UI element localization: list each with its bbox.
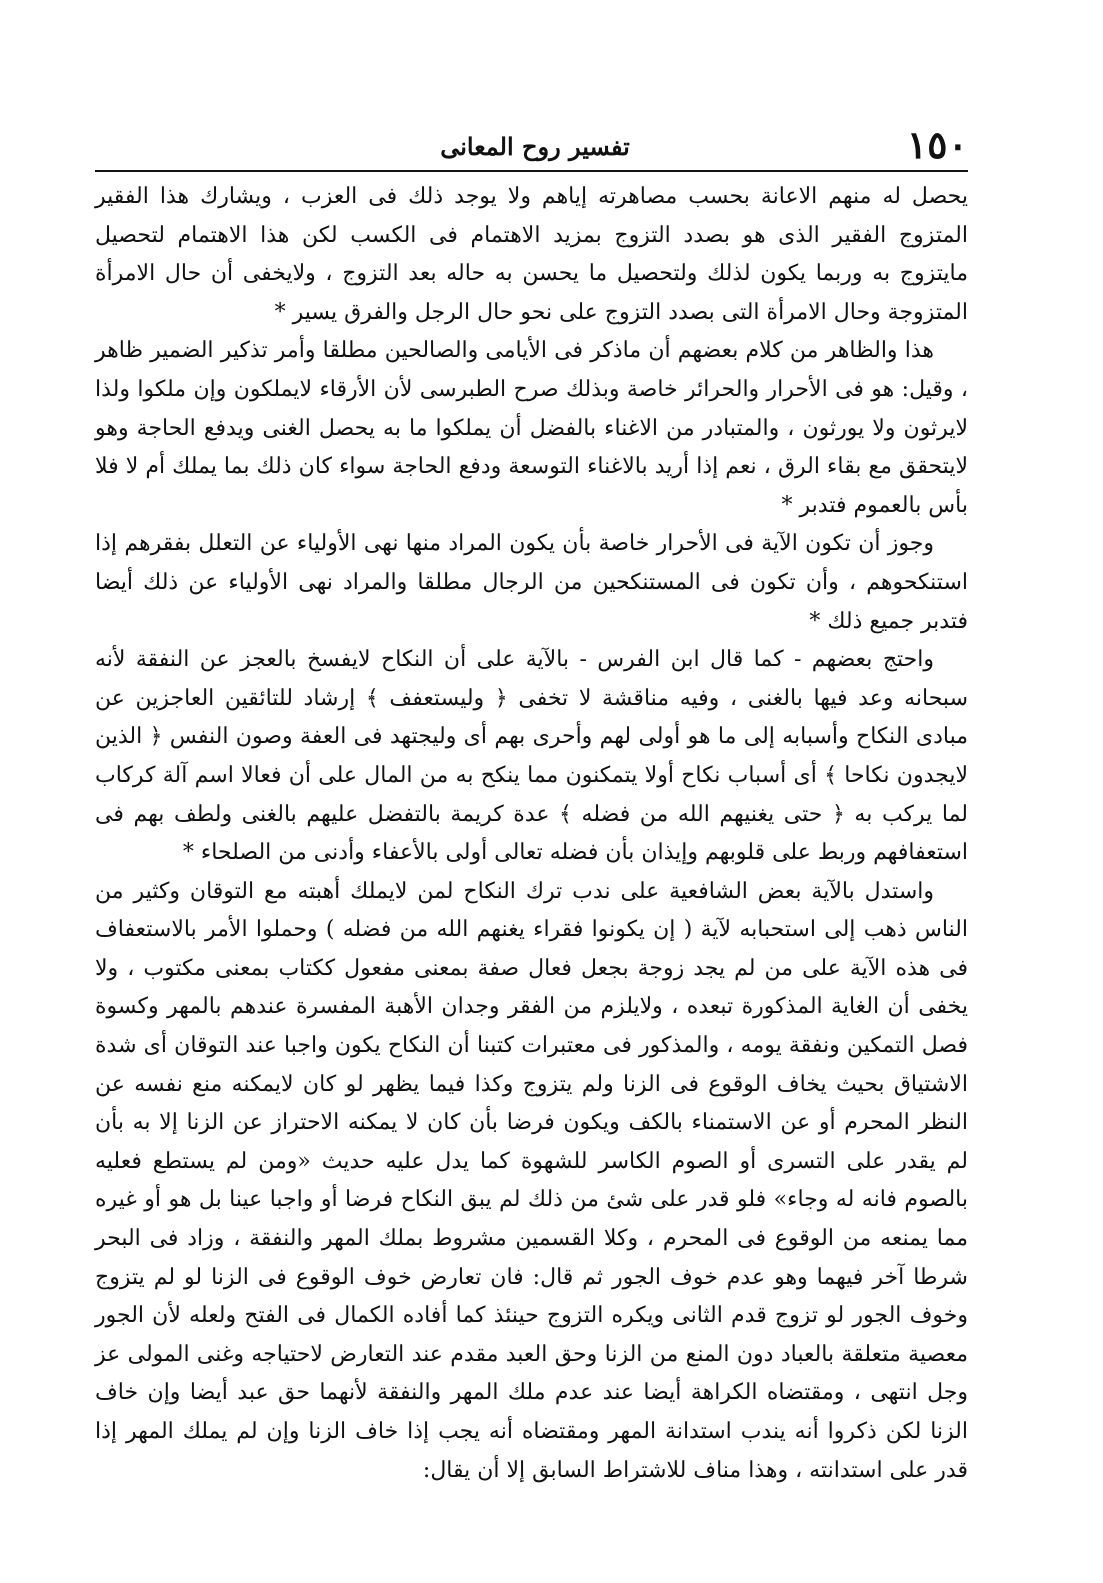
page-header (95, 120, 968, 172)
paragraph: هذا والظاهر من كلام بعضهم أن ماذكر فى الأيامى والصالحين مطلقا وأمر تذكير الضمير ظاهر ، وقيل: هو فى الأحرار والحرائر خاصة وبذلك صرح الطبرسى لأن الأرقاء لايملكون وإن ملكوا ولذا لايرثون ولا يورثون ، والمتبادر من الاغناء بالفضل أن يملكوا ما به يحصل الغنى ويدفع الحاجة وهو لايتحقق مع بقاء الرق ، نعم إذا أريد بالاغناء التوسعة ودفع الحاجة سواء كان ذلك بما يملك أم لا فلا بأس بالعموم فتدبر * (95, 338, 968, 518)
page-number: ١٥٠ (906, 122, 968, 167)
header-rule (95, 170, 968, 172)
paragraph: وجوز أن تكون الآية فى الأحرار خاصة بأن يكون المراد منها نهى الأولياء عن التعلل بفقرهم إذا استنكحوهم ، وأن تكون فى المستنكحين من الرجال مطلقا والمراد نهى الأولياء عن ذلك أيضا فتدبر جميع ذلك * (95, 531, 968, 634)
paragraph: واحتج بعضهم - كما قال ابن الفرس - بالآية على أن النكاح لايفسخ بالعجز عن النفقة لأنه سبحانه وعد فيها بالغنى ، وفيه مناقشة لا تخفى ﴿ وليستعفف ﴾ إرشاد للتائقين العاجزين عن مبادى النكاح وأسبابه إلى ما هو أولى لهم وأحرى بهم أى وليجتهد فى العفة وصون النفس ﴿ الذين لايجدون نكاحا ﴾ أى أسباب نكاح أولا يتمكنون مما ينكح به من المال على أن فعالا اسم آلة كركاب لما يركب به ﴿ حتى يغنيهم الله من فضله ﴾ عدة كريمة بالتفضل عليهم بالغنى ولطف بهم فى استعفافهم وربط على قلوبهم وإيذان بأن فضله تعالى أولى بالأعفاء وأدنى من الصلحاء * (95, 647, 968, 866)
running-title: تفسير روح المعانى (440, 132, 630, 161)
paragraph: يحصل له منهم الاعانة بحسب مصاهرته إياهم ولا يوجد ذلك فى العزب ، ويشارك هذا الفقير المتزوج الفقير الذى هو بصدد التزوج بمزيد الاهتمام فى الكسب لكن هذا الاهتمام لتحصيل مايتزوج به وربما يكون لذلك ولتحصيل ما يحسن به حاله بعد التزوج ، ولايخفى أن حال الامرأة المتزوجة وحال الامرأة التى بصدد التزوج على نحو حال الرجل والفرق يسير * (95, 184, 968, 325)
body-text (95, 178, 968, 1490)
paragraph: واستدل بالآية بعض الشافعية على ندب ترك النكاح لمن لايملك أهبته مع التوقان وكثير من الناس ذهب إلى استحبابه لآية ( إن يكونوا فقراء يغنهم الله من فضله ) وحملوا الأمر بالاستعفاف فى هذه الآية على من لم يجد زوجة بجعل فعال صفة بمعنى مفعول ككتاب بمعنى مكتوب ، ولا يخفى أن الغاية المذكورة تبعده ، ولايلزم من الفقر وجدان الأهبة المفسرة عندهم بالمهر وكسوة فصل التمكين ونفقة يومه ، والمذكور فى معتبرات كتبنا أن النكاح يكون واجبا عند التوقان أى شدة الاشتياق بحيث يخاف الوقوع فى الزنا ولم يتزوج وكذا فيما يظهر لو كان لايمكنه منع نفسه عن النظر المحرم أو عن الاستمناء بالكف ويكون فرضا بأن كان لا يمكنه الاحتراز عن الزنا إلا به بأن لم يقدر على التسرى أو الصوم الكاسر للشهوة كما يدل عليه حديث «ومن لم يستطع فعليه بالصوم فانه له وجاء» فلو قدر على شئ من ذلك لم يبق النكاح فرضا أو واجبا عينا بل هو أو غيره مما يمنعه من الوقوع فى المحرم ، وكلا القسمين مشروط بملك المهر والنفقة ، وزاد فى البحر شرطا آخر فيهما وهو عدم خوف الجور ثم قال: فان تعارض خوف الوقوع فى الزنا لو لم يتزوج وخوف الجور لو تزوج قدم الثانى ويكره التزوج حينئذ كما أفاده الكمال فى الفتح ولعله لأن الجور معصية متعلقة بالعباد دون المنع من الزنا وحق العبد مقدم عند التعارض لاحتياجه وغنى المولى عز وجل انتهى ، ومقتضاه الكراهة أيضا عند عدم ملك المهر والنفقة لأنهما حق عبد أيضا وإن خاف الزنا لكن ذكروا أنه يندب استدانة المهر ومقتضاه أنه يجب إذا خاف الزنا وإن لم يملك المهر إذا قدر على استدانته ، وهذا مناف للاشتراط السابق إلا أن يقال: (95, 878, 969, 1483)
